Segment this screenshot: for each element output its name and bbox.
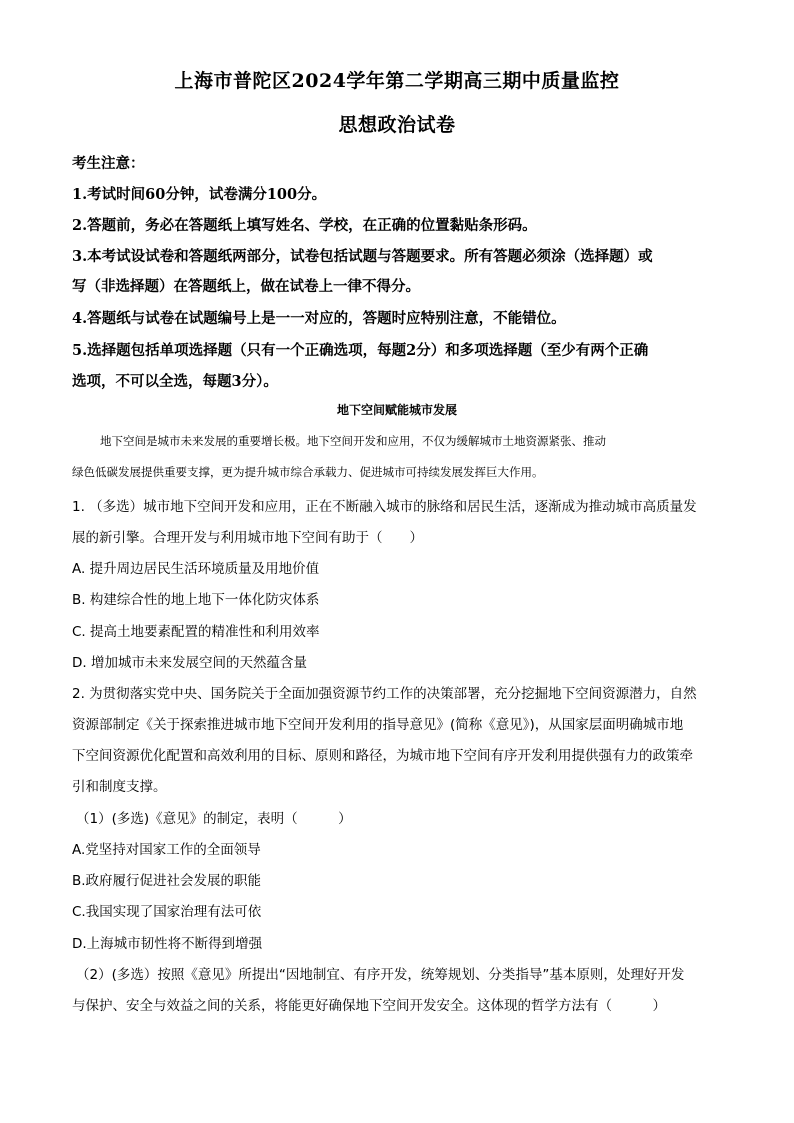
notice-line: 2.答题前，务必在答题纸上填写姓名、学校，在正确的位置黏贴条形码。 [72, 217, 537, 234]
notice-heading: 考生注意： [72, 155, 145, 172]
question-2-1-stem: （1）(多选)《意见》的制定，表明（ ） [76, 811, 352, 827]
section-intro-line: 地下空间是城市未来发展的重要增长极。地下空间开发和应用，不仅为缓解城市土地资源紧张、推动 [100, 434, 606, 448]
question-2-2-stem: （2）(多选）按照《意见》所提出“因地制宜、有序开发，统筹规划、分类指导”基本原则，处理好开发 [76, 967, 685, 983]
section-title: 地下空间赋能城市发展 [336, 403, 457, 417]
question-2-1-option-b: B.政府履行促进社会发展的职能 [72, 873, 262, 889]
question-1-option-c: C. 提高土地要素配置的精准性和利用效率 [72, 624, 320, 640]
question-2-1-option-a: A.党坚持对国家工作的全面领导 [72, 842, 261, 858]
section-intro-line: 绿色低碳发展提供重要支撑，更为提升城市综合承载力、促进城市可持续发展发挥巨大作用。 [72, 465, 544, 479]
question-2-1-option-d: D.上海城市韧性将不断得到增强 [72, 936, 263, 952]
question-1-option-b: B. 构建综合性的地上地下一体化防灾体系 [72, 592, 320, 608]
question-2-stem: 2. 为贯彻落实党中央、国务院关于全面加强资源节约工作的决策部署，充分挖掘地下空间资源潜力，自然 [72, 686, 697, 702]
notice-line: 5.选择题包括单项选择题（只有一个正确选项，每题2分）和多项选择题（至少有两个正确 [72, 342, 649, 359]
question-1-stem: 1. （多选）城市地下空间开发和应用，正在不断融入城市的脉络和居民生活，逐渐成为推动城市高质量发 [72, 499, 697, 515]
question-1-option-d: D. 增加城市未来发展空间的天然蕴含量 [72, 655, 307, 671]
question-2-stem: 引和制度支撑。 [72, 779, 167, 795]
question-1-option-a: A. 提升周边居民生活环境质量及用地价值 [72, 561, 320, 577]
notice-line: 写（非选择题）在答题纸上，做在试卷上一律不得分。 [72, 278, 420, 295]
question-2-stem: 资源部制定《关于探索推进城市地下空间开发利用的指导意见》(简称《意见》)，从国家层面明确城市地 [72, 717, 684, 733]
question-2-stem: 下空间资源优化配置和高效利用的目标、原则和路径，为城市地下空间有序开发利用提供强有力的政策牵 [72, 748, 693, 764]
question-1-stem: 展的新引擎。合理开发与利用城市地下空间有助于（ ） [72, 530, 423, 546]
notice-line: 选项，不可以全选，每题3分）。 [72, 373, 278, 390]
notice-line: 1.考试时间60分钟，试卷满分100分。 [72, 186, 327, 203]
exam-title: 上海市普陀区2024学年第二学期高三期中质量监控 [174, 70, 620, 92]
question-2-2-stem: 与保护、安全与效益之间的关系，将能更好确保地下空间开发安全。这体现的哲学方法有（ ） [72, 998, 666, 1014]
notice-line: 4.答题纸与试卷在试题编号上是一一对应的，答题时应特别注意，不能错位。 [72, 310, 566, 327]
notice-line: 3.本考试设试卷和答题纸两部分，试卷包括试题与答题要求。所有答题必须涂（选择题）或 [72, 248, 653, 265]
question-2-1-option-c: C.我国实现了国家治理有法可依 [72, 904, 262, 920]
exam-subtitle: 思想政治试卷 [338, 114, 456, 136]
